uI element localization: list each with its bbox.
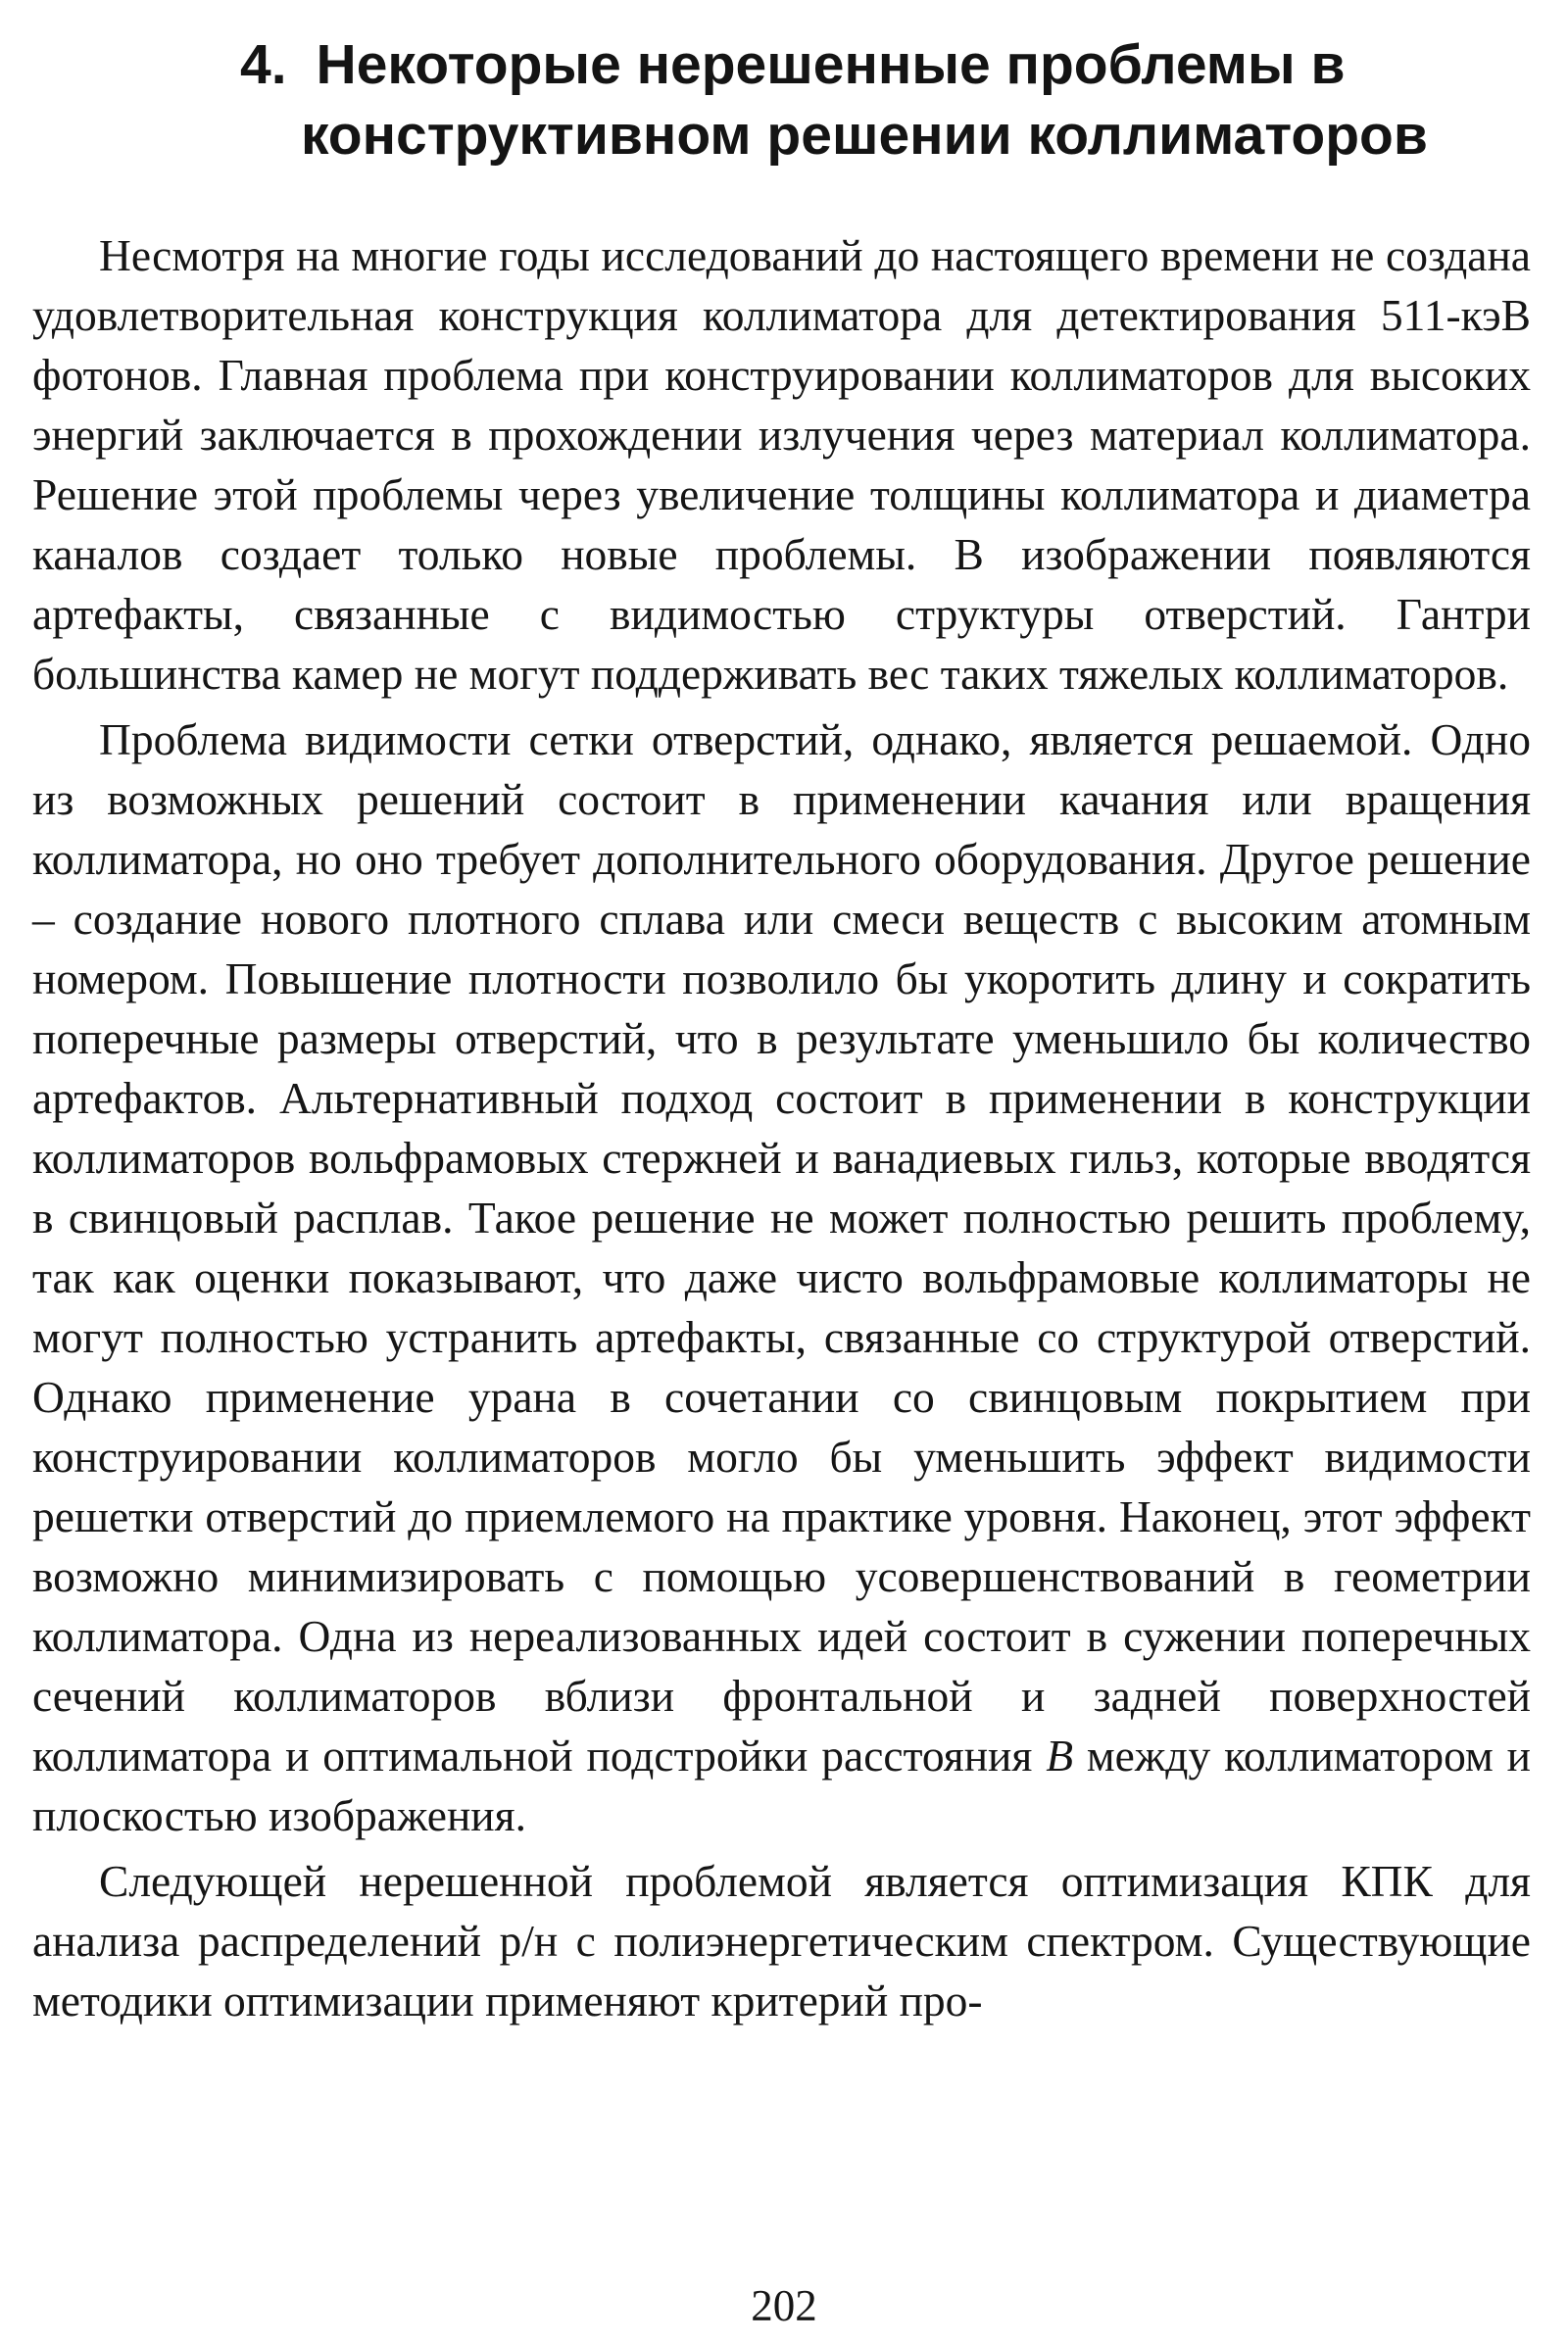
variable-b: B: [1046, 1731, 1073, 1781]
section-number: 4.: [240, 33, 287, 96]
paragraph-2: [32, 709, 1531, 1845]
section-heading: [32, 29, 1531, 171]
section-title-part-2: конструктивном решении коллиматоров: [301, 104, 1428, 167]
paragraph-3: Следующей нерешенной проблемой является оптимизация КПК для анализа распределений р/н с полиэнергетическим спектром. Существующие методики оптимизации применяют критерий про-: [32, 1856, 1531, 2025]
section-title-part-1: Некоторые нерешенные проблемы в: [316, 33, 1346, 96]
page-number: 202: [751, 2281, 817, 2330]
paragraph-2-text-a: Проблема видимости сетки отверстий, однако, является решаемой. Одно из возможных решений состоит в применении качания или вращения коллиматора, но оно требует дополнительного оборудования. Другое решение – создание нового плотного сплава или смеси веществ с высоким атомным номером. Повышение плотности позволило бы укоротить длину и сократить поперечные размеры отверстий, что в результате уменьшило бы количество артефактов. Альтернативный подход состоит в применении в конструкции коллиматоров вольфрамовых стержней и ванадиевых гильз, которые вводятся в свинцовый расплав. Такое решение не может полностью решить проблему, так как оценки показывают, что даже чисто вольфрамовые коллиматоры не могут полностью устранить артефакты, связанные со структурой отверстий. Однако применение урана в сочетании со свинцовым покрытием при конструировании коллиматоров могло бы уменьшить эффект видимости решетки отверстий до приемлемого на практике уровня. Наконец, этот эффект возможно минимизировать с помощью усовершенствований в геометрии коллиматора. Одна из нереализованных идей состоит в сужении поперечных сечений коллиматоров вблизи фронтальной и задней поверхностей коллиматора и оптимальной подстройки расстояния: [32, 714, 1531, 1781]
body-text: [32, 225, 1531, 2030]
paragraph-2-text-b: между коллиматором и плоскостью изображения.: [32, 1731, 1531, 1840]
paragraph-1: Несмотря на многие годы исследований до настоящего времени не создана удовлетворительная конструкция коллиматора для детектирования 511-кэВ фотонов. Главная проблема при конструировании коллиматоров для высоких энергий заключается в прохождении излучения через материал коллиматора. Решение этой проблемы через увеличение толщины коллиматора и диаметра каналов создает только новые проблемы. В изображении появляются артефакты, связанные с видимостью структуры отверстий. Гантри большинства камер не могут поддерживать вес таких тяжелых коллиматоров.: [32, 230, 1531, 699]
section-heading-line-1: [240, 29, 1531, 100]
